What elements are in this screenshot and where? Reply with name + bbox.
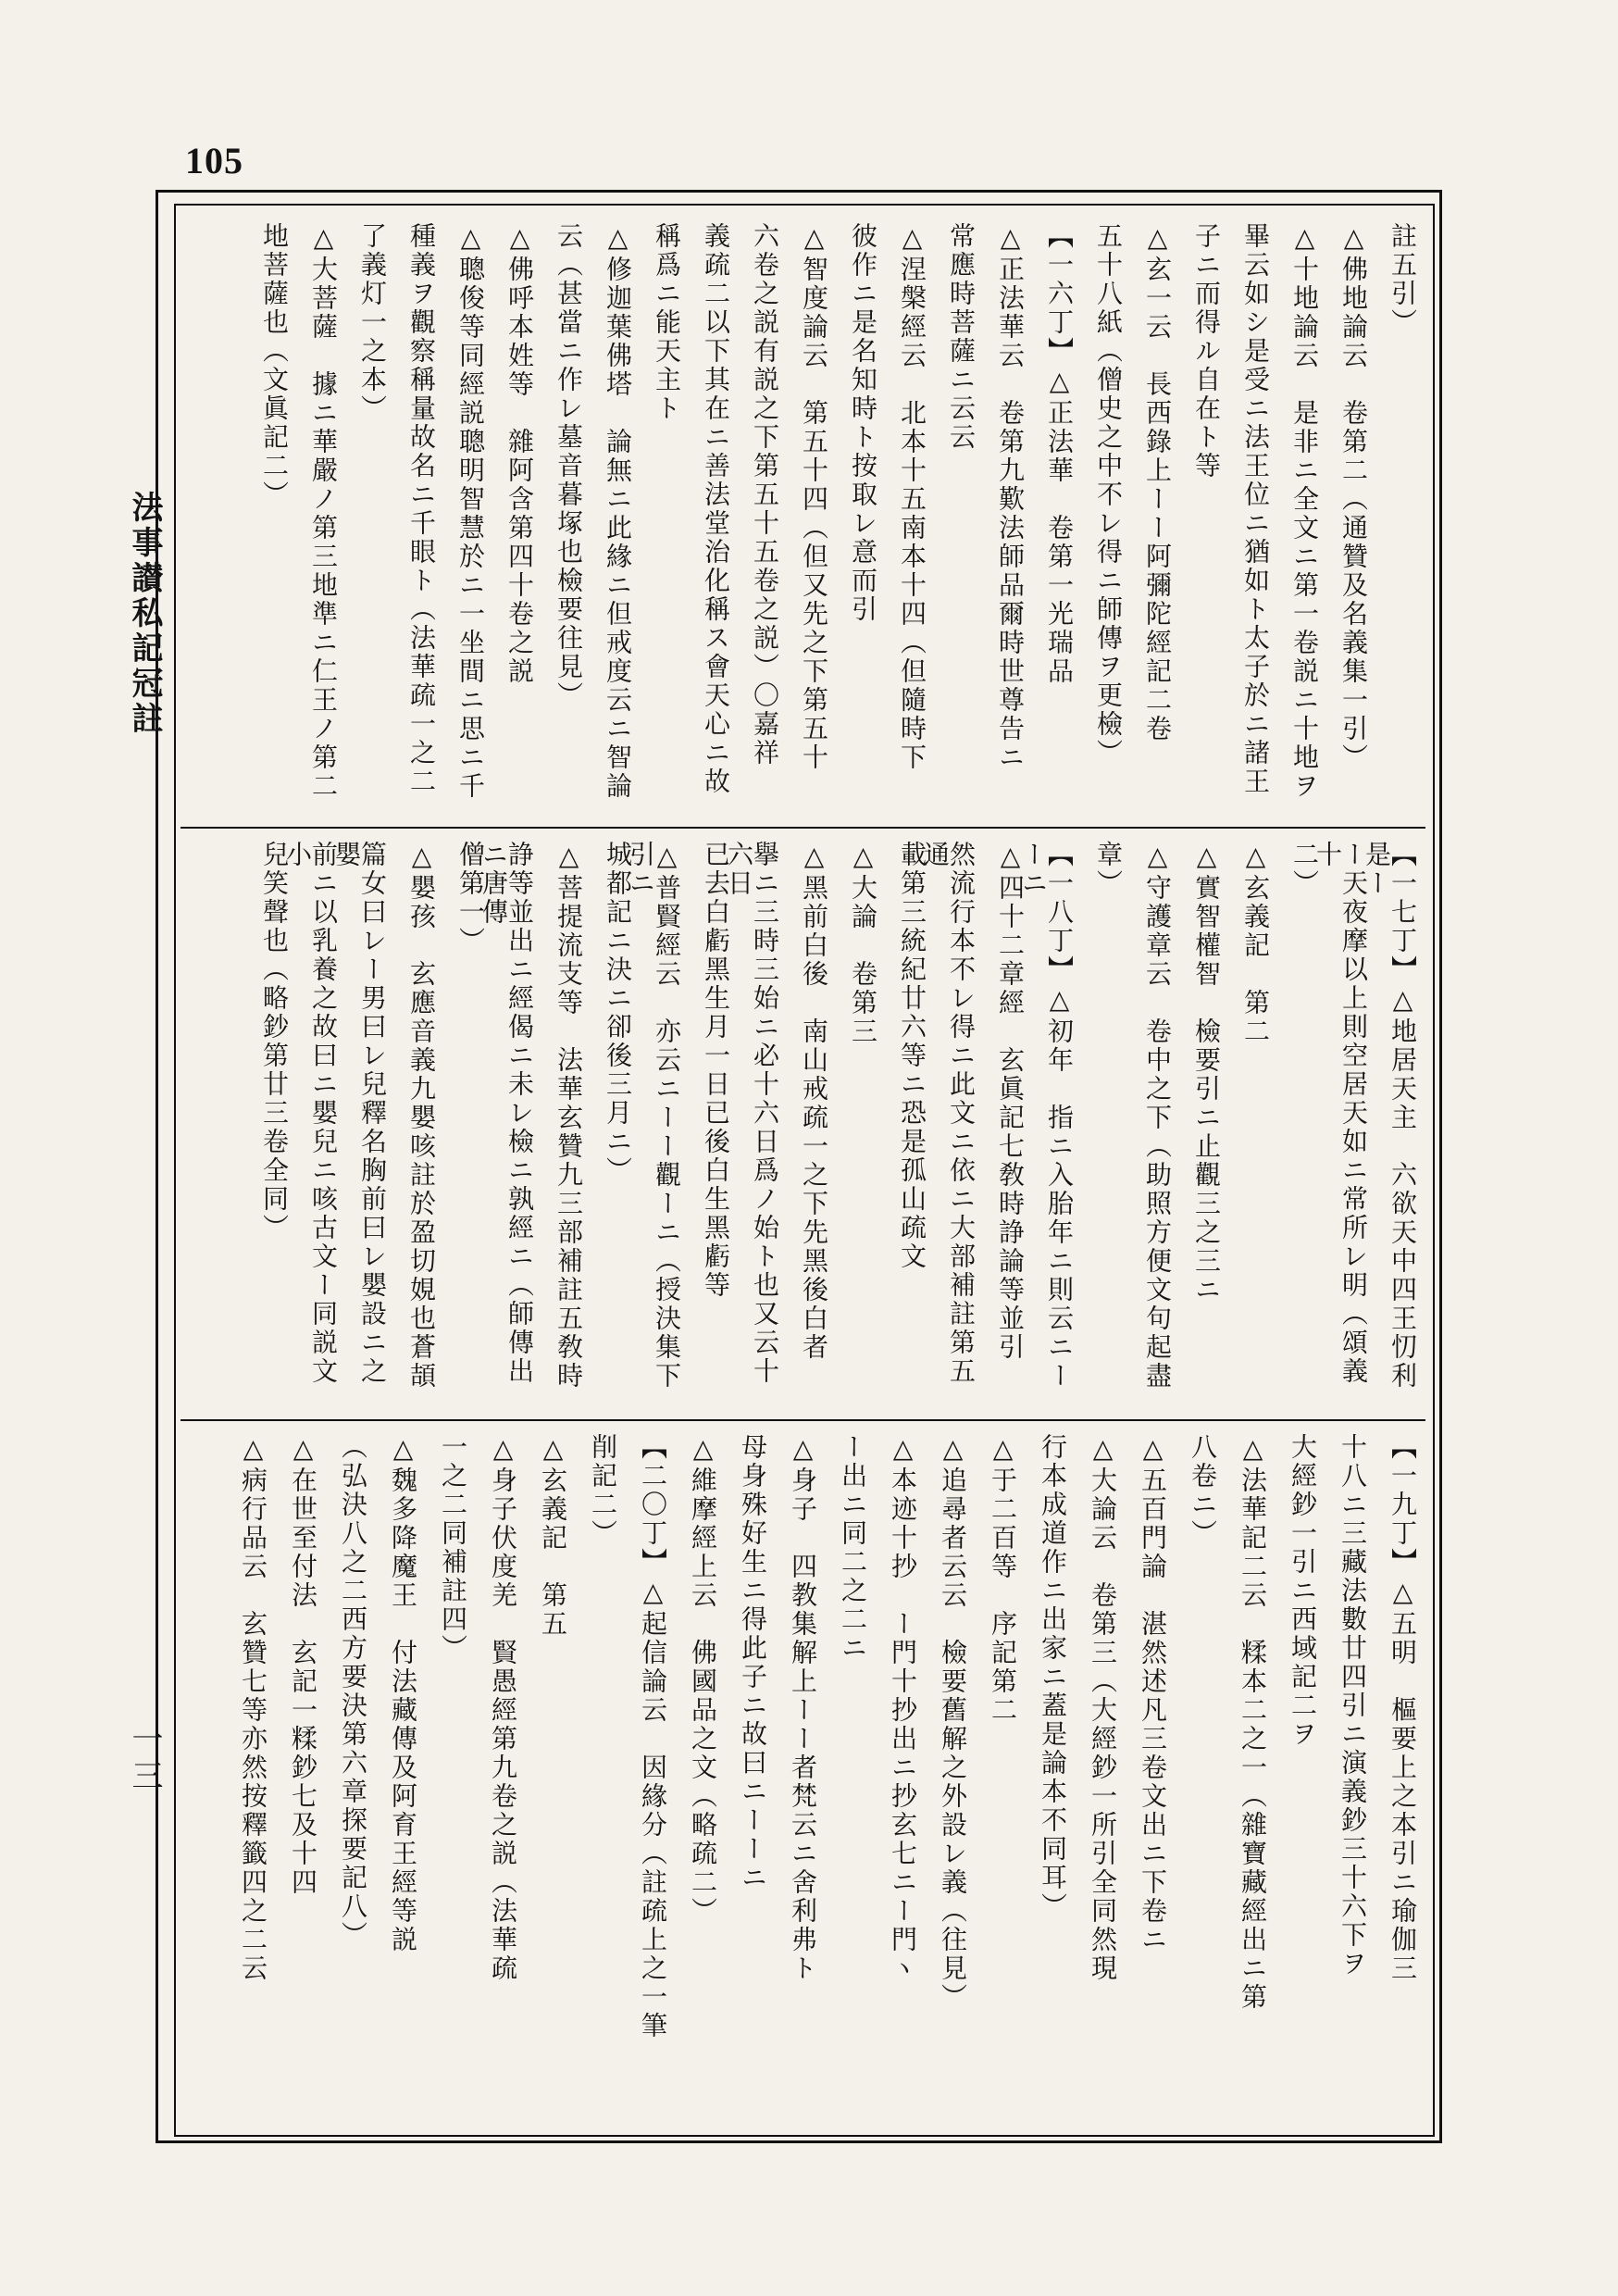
text-column: 母身殊好生ニ得此子ニ故曰ニーーニ	[738, 1433, 768, 1892]
text-column: 兒笑聲也（略鈔第廿三卷全同）	[259, 841, 290, 1242]
text-column: △菩提流支等 法華玄贊九三部補註五敎時	[554, 841, 584, 1391]
text-column: △智度論云 第五十四（但又先之下第五十	[799, 222, 829, 772]
text-column: （弘決八之二西方要決第六章探要記八）	[338, 1433, 368, 1950]
text-column: 五十八紙（僧史之中不レ得ニ師傳ヲ更檢）	[1093, 222, 1124, 767]
text-column: △黑前白後 南山戒疏一之下先黑後白者	[799, 841, 829, 1362]
text-column: △大論云 卷第三（大經鈔一所引全同然現	[1088, 1433, 1118, 1983]
text-column: 彼作ニ是名知時ト按取レ意而引	[848, 222, 878, 624]
text-column: 【一八丁】△初年 指ニ入胎年ニ則云ニーーニ	[1018, 841, 1075, 1391]
text-column: 【二〇丁】△起信論云 因緣分（註疏上之一筆	[638, 1433, 668, 2040]
text-column: △身子伏度羌 賢愚經第九卷之説（法華疏	[488, 1433, 518, 1983]
text-column: 削記二）	[588, 1433, 618, 1548]
book-title-margin: 法事讃私記冠註	[126, 491, 163, 737]
text-column: 擧ニ三時三始ニ必十六日爲ノ始ト也又云十六日	[724, 841, 780, 1386]
text-column: △大菩薩 據ニ華嚴ノ第三地準ニ仁王ノ第二	[308, 222, 339, 801]
text-column: 【一七丁】△地居天主 六欲天中四王忉利是ー	[1362, 841, 1418, 1391]
text-column: 十八ニ三藏法數廿四引ニ演義鈔三十六下ヲ	[1338, 1433, 1368, 1978]
text-column: 前ニ以乳養之故曰ニ嬰兒ニ咳古文ー同説文小	[282, 841, 339, 1386]
page-number: 105	[185, 140, 243, 181]
text-column: 【一六丁】△正法華 卷第一光瑞品	[1044, 222, 1075, 686]
text-column: △守護章云 卷中之下（助照方便文句起盡	[1142, 841, 1173, 1391]
text-column: 六卷之説有説之下第五十五卷之説）〇嘉祥	[750, 222, 780, 767]
text-column: 畢云如シ是受ニ法王位ニ猶如ト太子於ニ諸王	[1240, 222, 1271, 796]
text-column: △聰俊等同經説聰明智慧於ニ一坐間ニ思ニ千	[455, 222, 486, 801]
folio-number: 一三	[126, 1722, 163, 1796]
text-column: 章）	[1093, 841, 1124, 898]
text-column: 載第三統紀廿六等ニ恐是孤山疏文	[897, 841, 927, 1271]
text-column: △修迦葉佛塔 論無ニ此緣ニ但戒度云ニ智論	[603, 222, 633, 801]
text-column: △四十二章經 玄眞記七敎時諍論等並引	[995, 841, 1026, 1362]
text-column: 八卷ニ）	[1188, 1433, 1218, 1548]
text-section-upper	[180, 222, 1421, 815]
text-column: 【一九丁】△五明 樞要上之本引ニ瑜伽三	[1388, 1433, 1418, 1983]
text-column: 篇女曰レー男曰レ兒釋名胸前曰レ嬰設ニ之嬰	[331, 841, 388, 1386]
section-divider	[180, 827, 1425, 829]
text-column: 一之二同補註四）	[438, 1433, 468, 1663]
text-column: 了義灯一之本）	[357, 222, 388, 423]
text-column: △身子 四教集解上ーー者梵云ニ舍利弗ト	[788, 1433, 818, 1983]
text-column: △普賢經云 亦云ニーー觀ーニ（授決集下引ニ	[626, 841, 682, 1391]
text-column: 云（甚當ニ作レ墓音暮塚也檢要往見）	[554, 222, 584, 710]
text-column: △五百門論 湛然述凡三卷文出ニ下卷ニ	[1138, 1433, 1168, 1954]
text-column: 城都記ニ決ニ卻後三月ニ）	[603, 841, 633, 1185]
text-column: △追尋者云云 檢要舊解之外設レ義（往見）	[938, 1433, 968, 2012]
text-column: △魏多降魔王 付法藏傳及阿育王經等説	[388, 1433, 418, 1954]
text-section-middle	[180, 841, 1421, 1407]
text-section-lower	[180, 1433, 1421, 2123]
text-column: 行本成道作ニ出家ニ蓋是論本不同耳）	[1038, 1433, 1068, 1921]
text-column: △佛地論云 卷第二（通贊及名義集一引）	[1338, 222, 1369, 772]
text-column: 諍等並出ニ經偈ニ未レ檢ニ孰經ニ（師傳出ニ唐傳	[479, 841, 535, 1386]
text-column: 大經鈔一引ニ西域記二ヲ	[1288, 1433, 1318, 1749]
text-column: ー天夜摩以上則空居天如ニ常所レ明（頌義十	[1313, 841, 1369, 1386]
text-column: 僧第一）	[455, 841, 486, 955]
text-column: ー出ニ同二之二ニ	[838, 1433, 868, 1663]
text-column: △實智權智 檢要引ニ止觀三之三ニ	[1191, 841, 1222, 1304]
text-column: 然流行本不レ得ニ此文ニ依ニ大部補註第五通	[920, 841, 977, 1386]
text-column: 種義ヲ觀察稱量故名ニ千眼ト（法華疏一之二	[406, 222, 437, 796]
text-column: △在世至付法 玄記一糅鈔七及十四	[288, 1433, 318, 1897]
text-column: △正法華云 卷第九歎法師品爾時世尊告ニ	[995, 222, 1026, 772]
text-column: △維摩經上云 佛國品之文（略疏二）	[688, 1433, 718, 1926]
text-column: △法華記二云 糅本二之一（雜寶藏經出ニ第	[1238, 1433, 1268, 2012]
text-column: 註五引）	[1388, 222, 1418, 337]
section-divider	[180, 1419, 1425, 1421]
text-column: △于二百等 序記第二	[988, 1433, 1018, 1725]
text-column: 義疏二以下其在ニ善法堂治化稱ス會天心ニ故	[701, 222, 731, 796]
text-column: △涅槃經云 北本十五南本十四（但隨時下	[897, 222, 927, 772]
text-column: △玄義記 第五	[538, 1433, 568, 1639]
text-column: 地菩薩也（文眞記二）	[259, 222, 290, 509]
text-column: 二）	[1289, 841, 1320, 898]
text-column: △大論 卷第三	[848, 841, 878, 1046]
text-column: 稱爲ニ能天主ト	[652, 222, 682, 423]
text-column: △玄一云 長西錄上ーー阿彌陀經記二卷	[1142, 222, 1173, 743]
text-column: △病行品云 玄贊七等亦然按釋籤四之二云	[238, 1433, 268, 1983]
text-column: △嬰孩 玄應音義九嬰咳註於盈切娊也蒼頡	[406, 841, 437, 1391]
text-column: △本迹十抄 ー門十抄出ニ抄玄七ニー門ヽ	[888, 1433, 918, 1983]
text-column: 子ニ而得ル自在ト等	[1191, 222, 1222, 480]
text-column: △十地論云 是非ニ全文ニ第一卷説ニ十地ヲ	[1289, 222, 1320, 801]
text-column: △玄義記 第二	[1240, 841, 1271, 1046]
text-column: 已去白虧黑生月一日已後白生黑虧等	[701, 841, 731, 1300]
text-column: 常應時菩薩ニ云云	[946, 222, 977, 452]
text-column: △佛呼本姓等 雜阿含第四十卷之説	[504, 222, 535, 686]
